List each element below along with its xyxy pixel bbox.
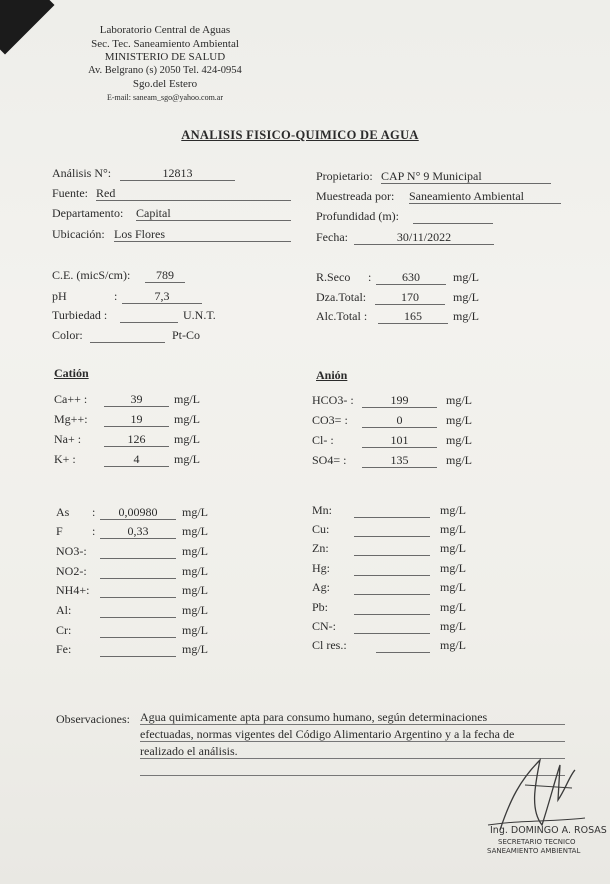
header-email: E-mail: saneam_sgo@yahoo.com.ar (107, 93, 223, 102)
metal-label: As (56, 505, 70, 519)
signature-role-2: SANEAMIENTO AMBIENTAL (487, 847, 581, 855)
metal-label: Pb: (312, 600, 329, 614)
analisis-label: Análisis N°: (52, 166, 112, 180)
metal-unit: mg/L (440, 541, 466, 555)
alc-value: 165 (378, 309, 448, 324)
metal-value (100, 642, 176, 657)
metal-unit: mg/L (440, 580, 466, 594)
dza-value: 170 (375, 290, 445, 305)
anion-label: CO3= : (312, 413, 348, 427)
header-city: Sgo.del Estero (132, 78, 198, 90)
fuente-value: Red (96, 186, 291, 201)
fecha-label: Fecha: (316, 230, 348, 244)
metal-label: Cl res.: (312, 638, 347, 652)
metal-unit: mg/L (182, 583, 208, 597)
cation-label: Mg++: (54, 412, 88, 426)
ce-value: 789 (145, 268, 185, 283)
color-value (90, 328, 165, 343)
rseco-unit: mg/L (453, 270, 479, 284)
header-ministry: MINISTERIO DE SALUD (104, 51, 226, 63)
metal-separator: : (92, 505, 96, 519)
observaciones-line-1: Agua quimicamente apta para consumo humano, según determinaciones (140, 710, 565, 725)
metal-value (100, 544, 176, 559)
ph-label: pH (52, 289, 67, 303)
metal-label: F (56, 524, 63, 538)
metal-value (354, 561, 430, 576)
metal-unit: mg/L (182, 623, 208, 637)
metal-separator: : (92, 524, 96, 538)
cation-value: 126 (104, 432, 169, 447)
anion-value: 101 (362, 433, 437, 448)
cation-title: Catión (54, 366, 89, 380)
anion-title: Anión (316, 368, 348, 382)
cation-value: 19 (104, 412, 169, 427)
observaciones-line-2: efectuadas, normas vigentes del Código Alimentario Argentino y a la fecha de (140, 727, 565, 742)
metal-unit: mg/L (440, 619, 466, 633)
metal-value (354, 522, 430, 537)
metal-unit: mg/L (182, 642, 208, 656)
ubicacion-value: Los Flores (114, 227, 291, 242)
metal-value (100, 564, 176, 579)
anion-unit: mg/L (446, 433, 472, 447)
metal-label: Cu: (312, 522, 330, 536)
metal-label: Cr: (56, 623, 72, 637)
dza-unit: mg/L (453, 290, 479, 304)
metal-label: CN-: (312, 619, 336, 633)
anion-value: 199 (362, 393, 437, 408)
document-title: ANALISIS FISICO-QUIMICO DE AGUA (181, 128, 419, 142)
cation-unit: mg/L (174, 452, 200, 466)
metal-unit: mg/L (182, 603, 208, 617)
metal-label: NO2-: (56, 564, 87, 578)
cation-value: 4 (104, 452, 169, 467)
cation-unit: mg/L (174, 392, 200, 406)
metal-value: 0,33 (100, 524, 176, 539)
metal-unit: mg/L (440, 561, 466, 575)
metal-value (100, 583, 176, 598)
cation-label: Na+ : (54, 432, 82, 446)
dza-label: Dza.Total: (316, 290, 367, 304)
metal-value (354, 600, 430, 615)
rseco-value: 630 (376, 270, 446, 285)
fecha-value: 30/11/2022 (354, 230, 494, 245)
muestreada-label: Muestreada por: (316, 189, 395, 203)
turbiedad-value (120, 308, 178, 323)
observaciones-line-3: realizado el análisis. (140, 744, 565, 759)
signature-role-1: SECRETARIO TECNICO (498, 838, 576, 846)
ubicacion-label: Ubicación: (52, 227, 105, 241)
page-corner-shadow (0, 0, 54, 54)
metal-value (376, 638, 430, 653)
ph-value: 7,3 (122, 289, 202, 304)
metal-unit: mg/L (440, 638, 466, 652)
metal-label: Fe: (56, 642, 72, 656)
header-lab-name: Laboratorio Central de Aguas (99, 24, 231, 36)
metal-value (100, 623, 176, 638)
propietario-label: Propietario: (316, 169, 373, 183)
observaciones-label: Observaciones: (56, 712, 130, 726)
metal-label: NH4+: (56, 583, 90, 597)
ph-separator: : (114, 289, 118, 303)
profundidad-label: Profundidad (m): (316, 209, 399, 223)
metal-label: Hg: (312, 561, 330, 575)
muestreada-value: Saneamiento Ambiental (409, 189, 561, 204)
metal-value: 0,00980 (100, 505, 176, 520)
metal-value (354, 503, 430, 518)
profundidad-value (413, 209, 493, 224)
departamento-value: Capital (136, 206, 291, 221)
color-label: Color: (52, 328, 83, 342)
propietario-value: CAP N° 9 Municipal (381, 169, 551, 184)
metal-label: Mn: (312, 503, 333, 517)
turbiedad-label: Turbiedad : (52, 308, 108, 322)
header-address: Av. Belgrano (s) 2050 Tel. 424-0954 (88, 65, 242, 76)
metal-value (354, 541, 430, 556)
metal-unit: mg/L (182, 505, 208, 519)
metal-value (100, 603, 176, 618)
rseco-separator: : (368, 270, 372, 284)
header-section: Sec. Tec. Saneamiento Ambiental (91, 38, 239, 50)
color-unit: Pt-Co (172, 328, 201, 342)
anion-value: 0 (362, 413, 437, 428)
alc-label: Alc.Total : (316, 309, 368, 323)
metal-value (354, 580, 430, 595)
signature-name: Ing. DOMINGO A. ROSAS (490, 825, 607, 836)
anion-label: Cl- : (312, 433, 334, 447)
metal-unit: mg/L (440, 600, 466, 614)
anion-label: HCO3- : (312, 393, 354, 407)
cation-label: K+ : (54, 452, 76, 466)
departamento-label: Departamento: (52, 206, 124, 220)
metal-label: Ag: (312, 580, 330, 594)
metal-unit: mg/L (182, 564, 208, 578)
rseco-label: R.Seco (316, 270, 351, 284)
analisis-value: 12813 (120, 166, 235, 181)
anion-label: SO4= : (312, 453, 347, 467)
cation-value: 39 (104, 392, 169, 407)
cation-unit: mg/L (174, 432, 200, 446)
anion-unit: mg/L (446, 393, 472, 407)
cation-label: Ca++ : (54, 392, 88, 406)
metal-label: NO3-: (56, 544, 87, 558)
anion-value: 135 (362, 453, 437, 468)
cation-unit: mg/L (174, 412, 200, 426)
fuente-label: Fuente: (52, 186, 88, 200)
anion-unit: mg/L (446, 453, 472, 467)
metal-unit: mg/L (440, 503, 466, 517)
metal-value (354, 619, 430, 634)
metal-label: Al: (56, 603, 72, 617)
metal-label: Zn: (312, 541, 329, 555)
turbiedad-unit: U.N.T. (183, 308, 216, 322)
anion-unit: mg/L (446, 413, 472, 427)
ce-label: C.E. (micS/cm): (52, 268, 131, 282)
metal-unit: mg/L (182, 524, 208, 538)
alc-unit: mg/L (453, 309, 479, 323)
metal-unit: mg/L (182, 544, 208, 558)
metal-unit: mg/L (440, 522, 466, 536)
